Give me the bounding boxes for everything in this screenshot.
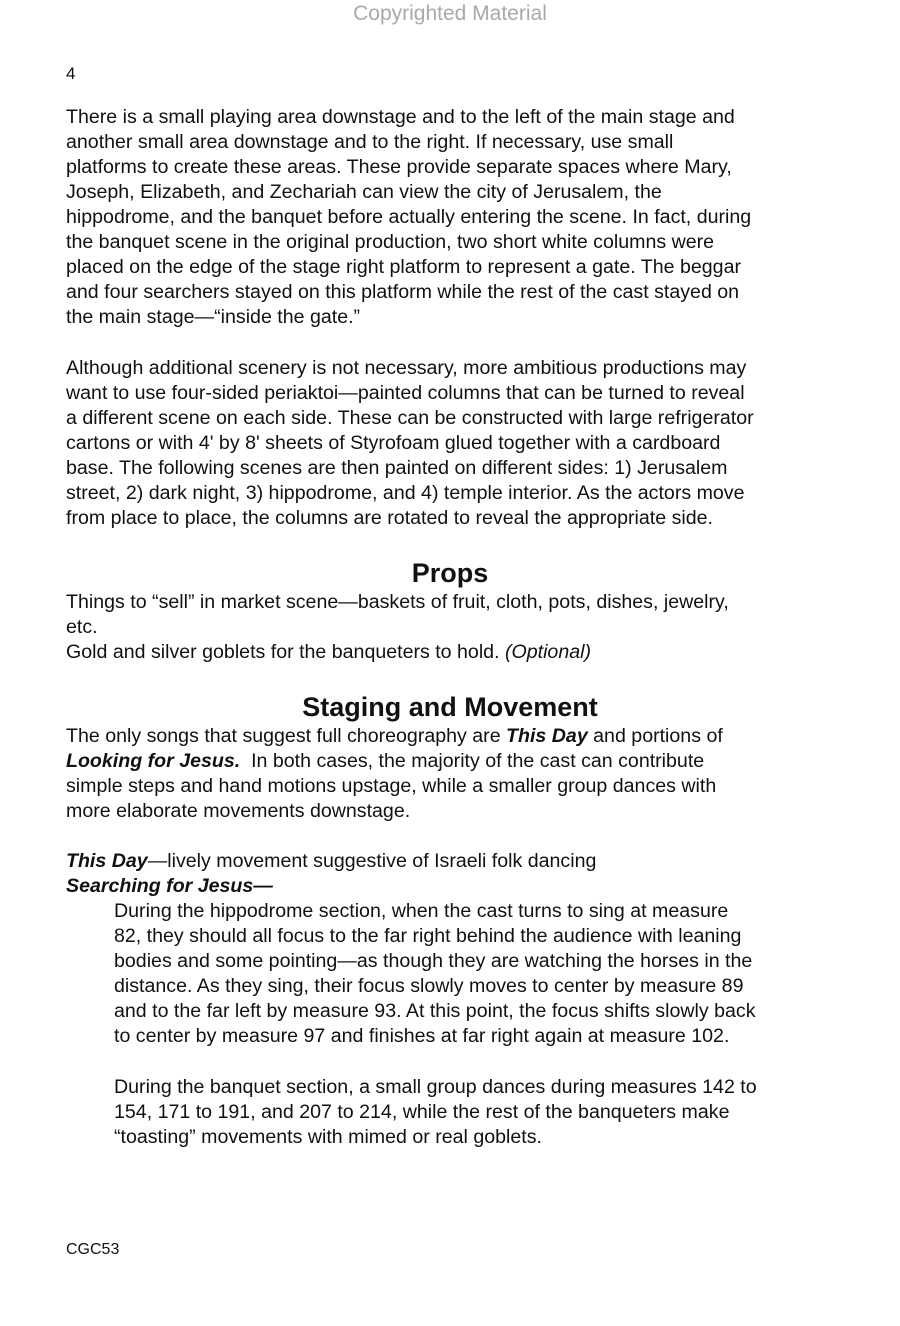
text-line: want to use four-sided periaktoi—painted columns that can be turned to reveal [66, 382, 745, 404]
text-line [66, 724, 841, 749]
text-line: 82, they should all focus to the far right behind the audience with leaning [114, 925, 742, 947]
text-line [66, 749, 841, 774]
text-run: and portions of [587, 725, 723, 747]
props-heading: Props [411, 558, 489, 588]
text-line: placed on the edge of the stage right platform to represent a gate. The beggar [66, 256, 741, 278]
text-line: “toasting” movements with mimed or real goblets. [114, 1126, 542, 1148]
props-list [66, 590, 841, 665]
text-line: platforms to create these areas. These provide separate spaces where Mary, [66, 156, 732, 178]
staging-paragraph [66, 724, 841, 824]
text-line: During the hippodrome section, when the cast turns to sing at measure [114, 900, 729, 922]
song-notes [66, 849, 841, 899]
text-line: and four searchers stayed on this platform while the rest of the cast stayed on [66, 281, 740, 303]
optional-note: (Optional) [504, 641, 591, 663]
staging-areas-paragraph [66, 105, 841, 330]
text-line: hippodrome, and the banquet before actually entering the scene. In fact, during [66, 206, 752, 228]
hippodrome-paragraph [114, 899, 889, 1049]
text-line: the banquet scene in the original production, two short white columns were [66, 231, 715, 253]
staging-heading: Staging and Movement [302, 692, 598, 722]
text-line: cartons or with 4' by 8' sheets of Styrofoam glued together with a cardboard [66, 432, 721, 454]
text-run: In both cases, the majority of the cast can contribute [240, 750, 705, 772]
text-line: distance. As they sing, their focus slowly moves to center by measure 89 [114, 975, 744, 997]
text-run: —lively movement suggestive of Israeli folk dancing [147, 850, 597, 872]
footer-code: CGC53 [66, 1241, 120, 1258]
text-line: and to the far left by measure 93. At this point, the focus shifts slowly back [114, 1000, 756, 1022]
text-line [66, 874, 841, 899]
props-goblets-text: Gold and silver goblets for the banqueters to hold. [66, 641, 500, 663]
text-line: more elaborate movements downstage. [66, 800, 411, 822]
text-line: Joseph, Elizabeth, and Zechariah can view the city of Jerusalem, the [66, 181, 662, 203]
page-number: 4 [66, 64, 76, 83]
text-line: from place to place, the columns are rotated to reveal the appropriate side. [66, 507, 713, 529]
text-line: a different scene on each side. These can be constructed with large refrigerator [66, 407, 754, 429]
text-line: another small area downstage and to the right. If necessary, use small [66, 131, 674, 153]
text-line: etc. [66, 616, 98, 638]
scenery-paragraph [66, 356, 841, 531]
text-line: 154, 171 to 191, and 207 to 214, while the rest of the banqueters make [114, 1101, 730, 1123]
text-line: simple steps and hand motions upstage, while a smaller group dances with [66, 775, 717, 797]
text-run: The only songs that suggest full choreography are [66, 725, 507, 747]
text-line: Things to “sell” in market scene—baskets of fruit, cloth, pots, dishes, jewelry, [66, 591, 729, 613]
banquet-paragraph [114, 1075, 889, 1150]
text-line: Although additional scenery is not necessary, more ambitious productions may [66, 357, 747, 379]
song-title-this-day: This Day [506, 725, 588, 747]
text-line: There is a small playing area downstage and to the left of the main stage and [66, 106, 735, 128]
copyright-watermark: Copyrighted Material [353, 2, 547, 25]
song-title-looking-for-jesus: Looking for Jesus. [66, 750, 241, 772]
text-line: to center by measure 97 and finishes at far right again at measure 102. [114, 1025, 730, 1047]
text-line: During the banquet section, a small group dances during measures 142 to [114, 1076, 757, 1098]
text-line: bodies and some pointing—as though they are watching the horses in the [114, 950, 753, 972]
text-line [66, 640, 841, 665]
text-line [66, 849, 841, 874]
text-line: the main stage—“inside the gate.” [66, 306, 361, 328]
song-title-this-day: This Day [66, 850, 148, 872]
text-line: base. The following scenes are then painted on different sides: 1) Jerusalem [66, 457, 728, 479]
text-line: street, 2) dark night, 3) hippodrome, and 4) temple interior. As the actors move [66, 482, 745, 504]
song-title-searching-for-jesus: Searching for Jesus— [66, 875, 273, 897]
